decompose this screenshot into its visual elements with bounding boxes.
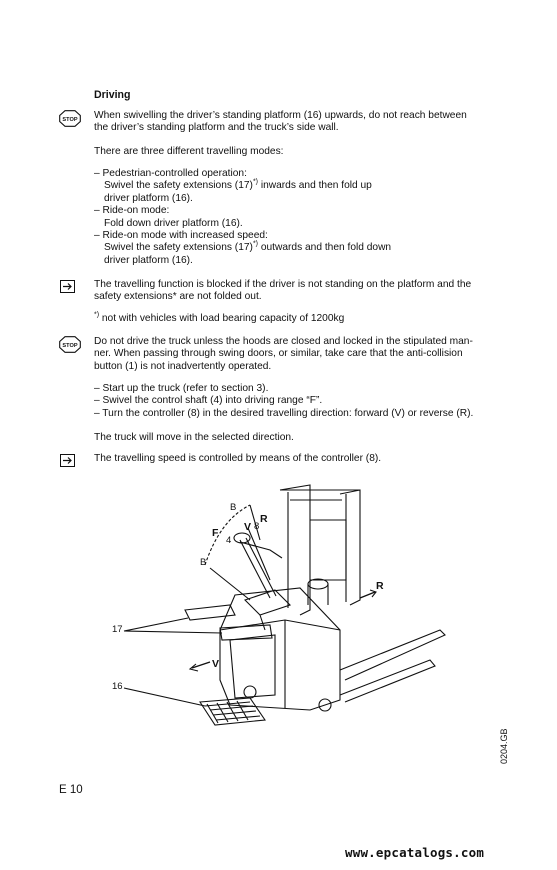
steps-list (94, 383, 504, 420)
list-item: – Pedestrian-controlled operation: (94, 168, 247, 179)
list-item: – Start up the truck (refer to section 3). (94, 383, 269, 394)
list-item: – Ride-on mode: (94, 205, 170, 217)
section-heading: Driving (94, 89, 131, 101)
list-item-detail: driver platform (16). (104, 254, 193, 266)
label-16: 16 (112, 681, 123, 692)
list-item: – Turn the controller (8) in the desired travelling direction: forward (V) or reverse (R). (94, 407, 474, 419)
list-item-detail: driver platform (16). (104, 192, 193, 204)
list-item: – Ride-on mode with increased speed: (94, 230, 268, 242)
truck-diagram (110, 480, 490, 735)
page-code: 0204.GB (499, 728, 509, 764)
label-4: 4 (226, 535, 232, 546)
stop-icon (59, 110, 81, 127)
label-F: F (212, 527, 219, 539)
footnote: *) not with vehicles with load bearing capacity of 1200kg (94, 311, 345, 324)
svg-text:STOP: STOP (62, 117, 78, 123)
label-R: R (260, 513, 268, 525)
truck-illustration (110, 480, 490, 735)
label-8: 8 (254, 521, 260, 532)
list-item: – Swivel the control shaft (4) into driving range “F”. (94, 395, 323, 407)
label-B-bottom: B (200, 557, 207, 568)
arrow-right-icon (60, 280, 75, 293)
note-paragraph-2: The travelling speed is controlled by means of the controller (8). (94, 453, 382, 464)
svg-text:STOP: STOP (62, 343, 78, 349)
label-V-arrow: V (212, 658, 220, 670)
label-R-arrow: R (376, 580, 384, 592)
stop-icon (59, 336, 81, 353)
watermark: www.epcatalogs.com (345, 845, 485, 860)
list-item-detail: Fold down driver platform (16). (104, 217, 243, 229)
list-item-detail: Swivel the safety extensions (17)*) outwards and then fold down (104, 241, 392, 254)
list-item-detail: Swivel the safety extensions (17)*) inwards and then fold up (104, 179, 372, 192)
label-17: 17 (112, 624, 123, 635)
note-paragraph-1: The travelling function is blocked if the driver is not standing on the platform and the safety extensions* are not folded out. (94, 279, 472, 303)
result-text: The truck will move in the selected direction. (94, 432, 294, 443)
warning-paragraph-1: When swivelling the driver’s standing platform (16) upwards, do not reach between the driver’s standing platform and the truck’s side wall. (94, 110, 467, 134)
warning-paragraph-2: Do not drive the truck unless the hoods are closed and locked in the stipulated man- ner. When passing through swing doors, or similar, take care that the anti-collision button (1) is not inadvertently operated. (94, 336, 473, 372)
label-V: V (244, 521, 252, 533)
arrow-right-icon (60, 454, 75, 467)
label-B-top: B (230, 502, 237, 513)
page-number: E 10 (59, 784, 83, 796)
modes-list (94, 168, 504, 267)
modes-intro: There are three different travelling modes: (94, 146, 284, 157)
